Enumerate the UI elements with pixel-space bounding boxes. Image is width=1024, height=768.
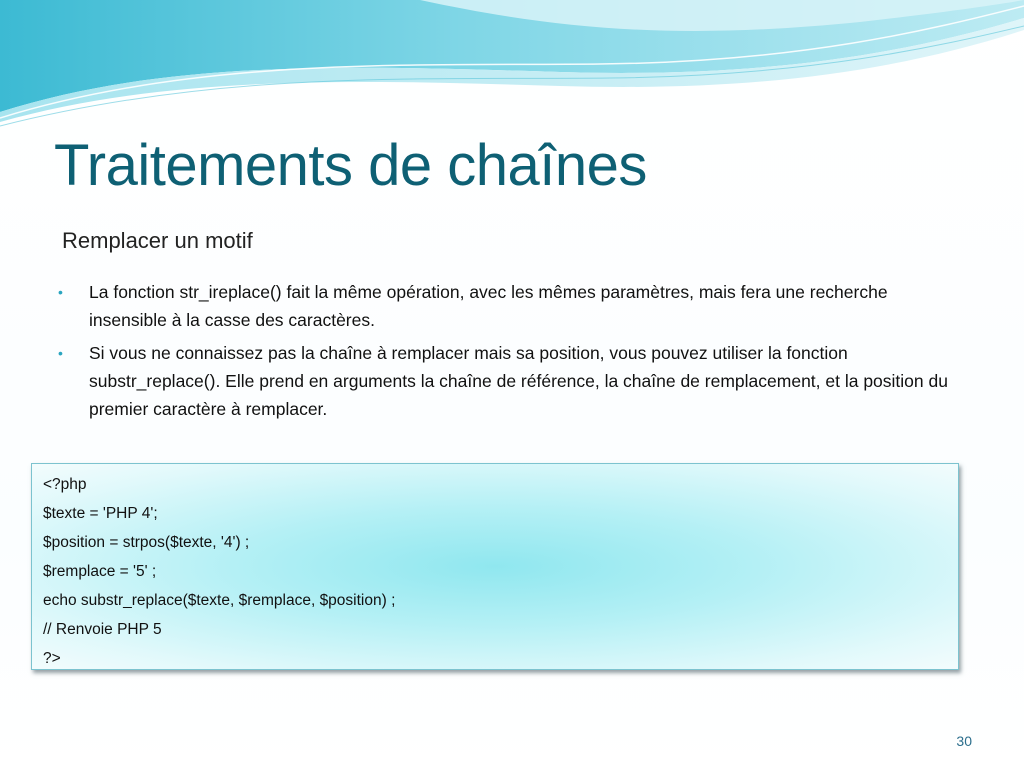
list-item bbox=[58, 339, 958, 423]
code-line: $position = strpos($texte, '4') ; bbox=[43, 534, 250, 551]
code-line: $remplace = '5' ; bbox=[43, 563, 157, 580]
bullet-list bbox=[58, 278, 958, 428]
bullet-dot-icon: • bbox=[58, 345, 63, 361]
slide-title: Traitements de chaînes bbox=[54, 133, 647, 198]
code-line: echo substr_replace($texte, $remplace, $position) ; bbox=[43, 592, 396, 609]
slide-subtitle: Remplacer un motif bbox=[62, 228, 253, 253]
bullet-text: La fonction str_ireplace() fait la même opération, avec les mêmes paramètres, mais fera une recherche insensible à la casse des caractères. bbox=[89, 282, 888, 330]
code-block bbox=[31, 463, 959, 670]
bullet-dot-icon: • bbox=[58, 284, 63, 300]
code-line: <?php bbox=[43, 476, 87, 493]
code-line: $texte = 'PHP 4'; bbox=[43, 505, 158, 522]
code-line: ?> bbox=[43, 650, 61, 667]
bullet-text: Si vous ne connaissez pas la chaîne à remplacer mais sa position, vous pouvez utiliser la fonction substr_replace(). Elle prend en arguments la chaîne de référence, la chaîne de remplacement, et la position du premier caractère à remplacer. bbox=[89, 343, 948, 419]
code-line: // Renvoie PHP 5 bbox=[43, 621, 162, 638]
list-item bbox=[58, 278, 958, 334]
page-number: 30 bbox=[956, 733, 972, 749]
header-wave-decoration bbox=[0, 0, 1024, 130]
